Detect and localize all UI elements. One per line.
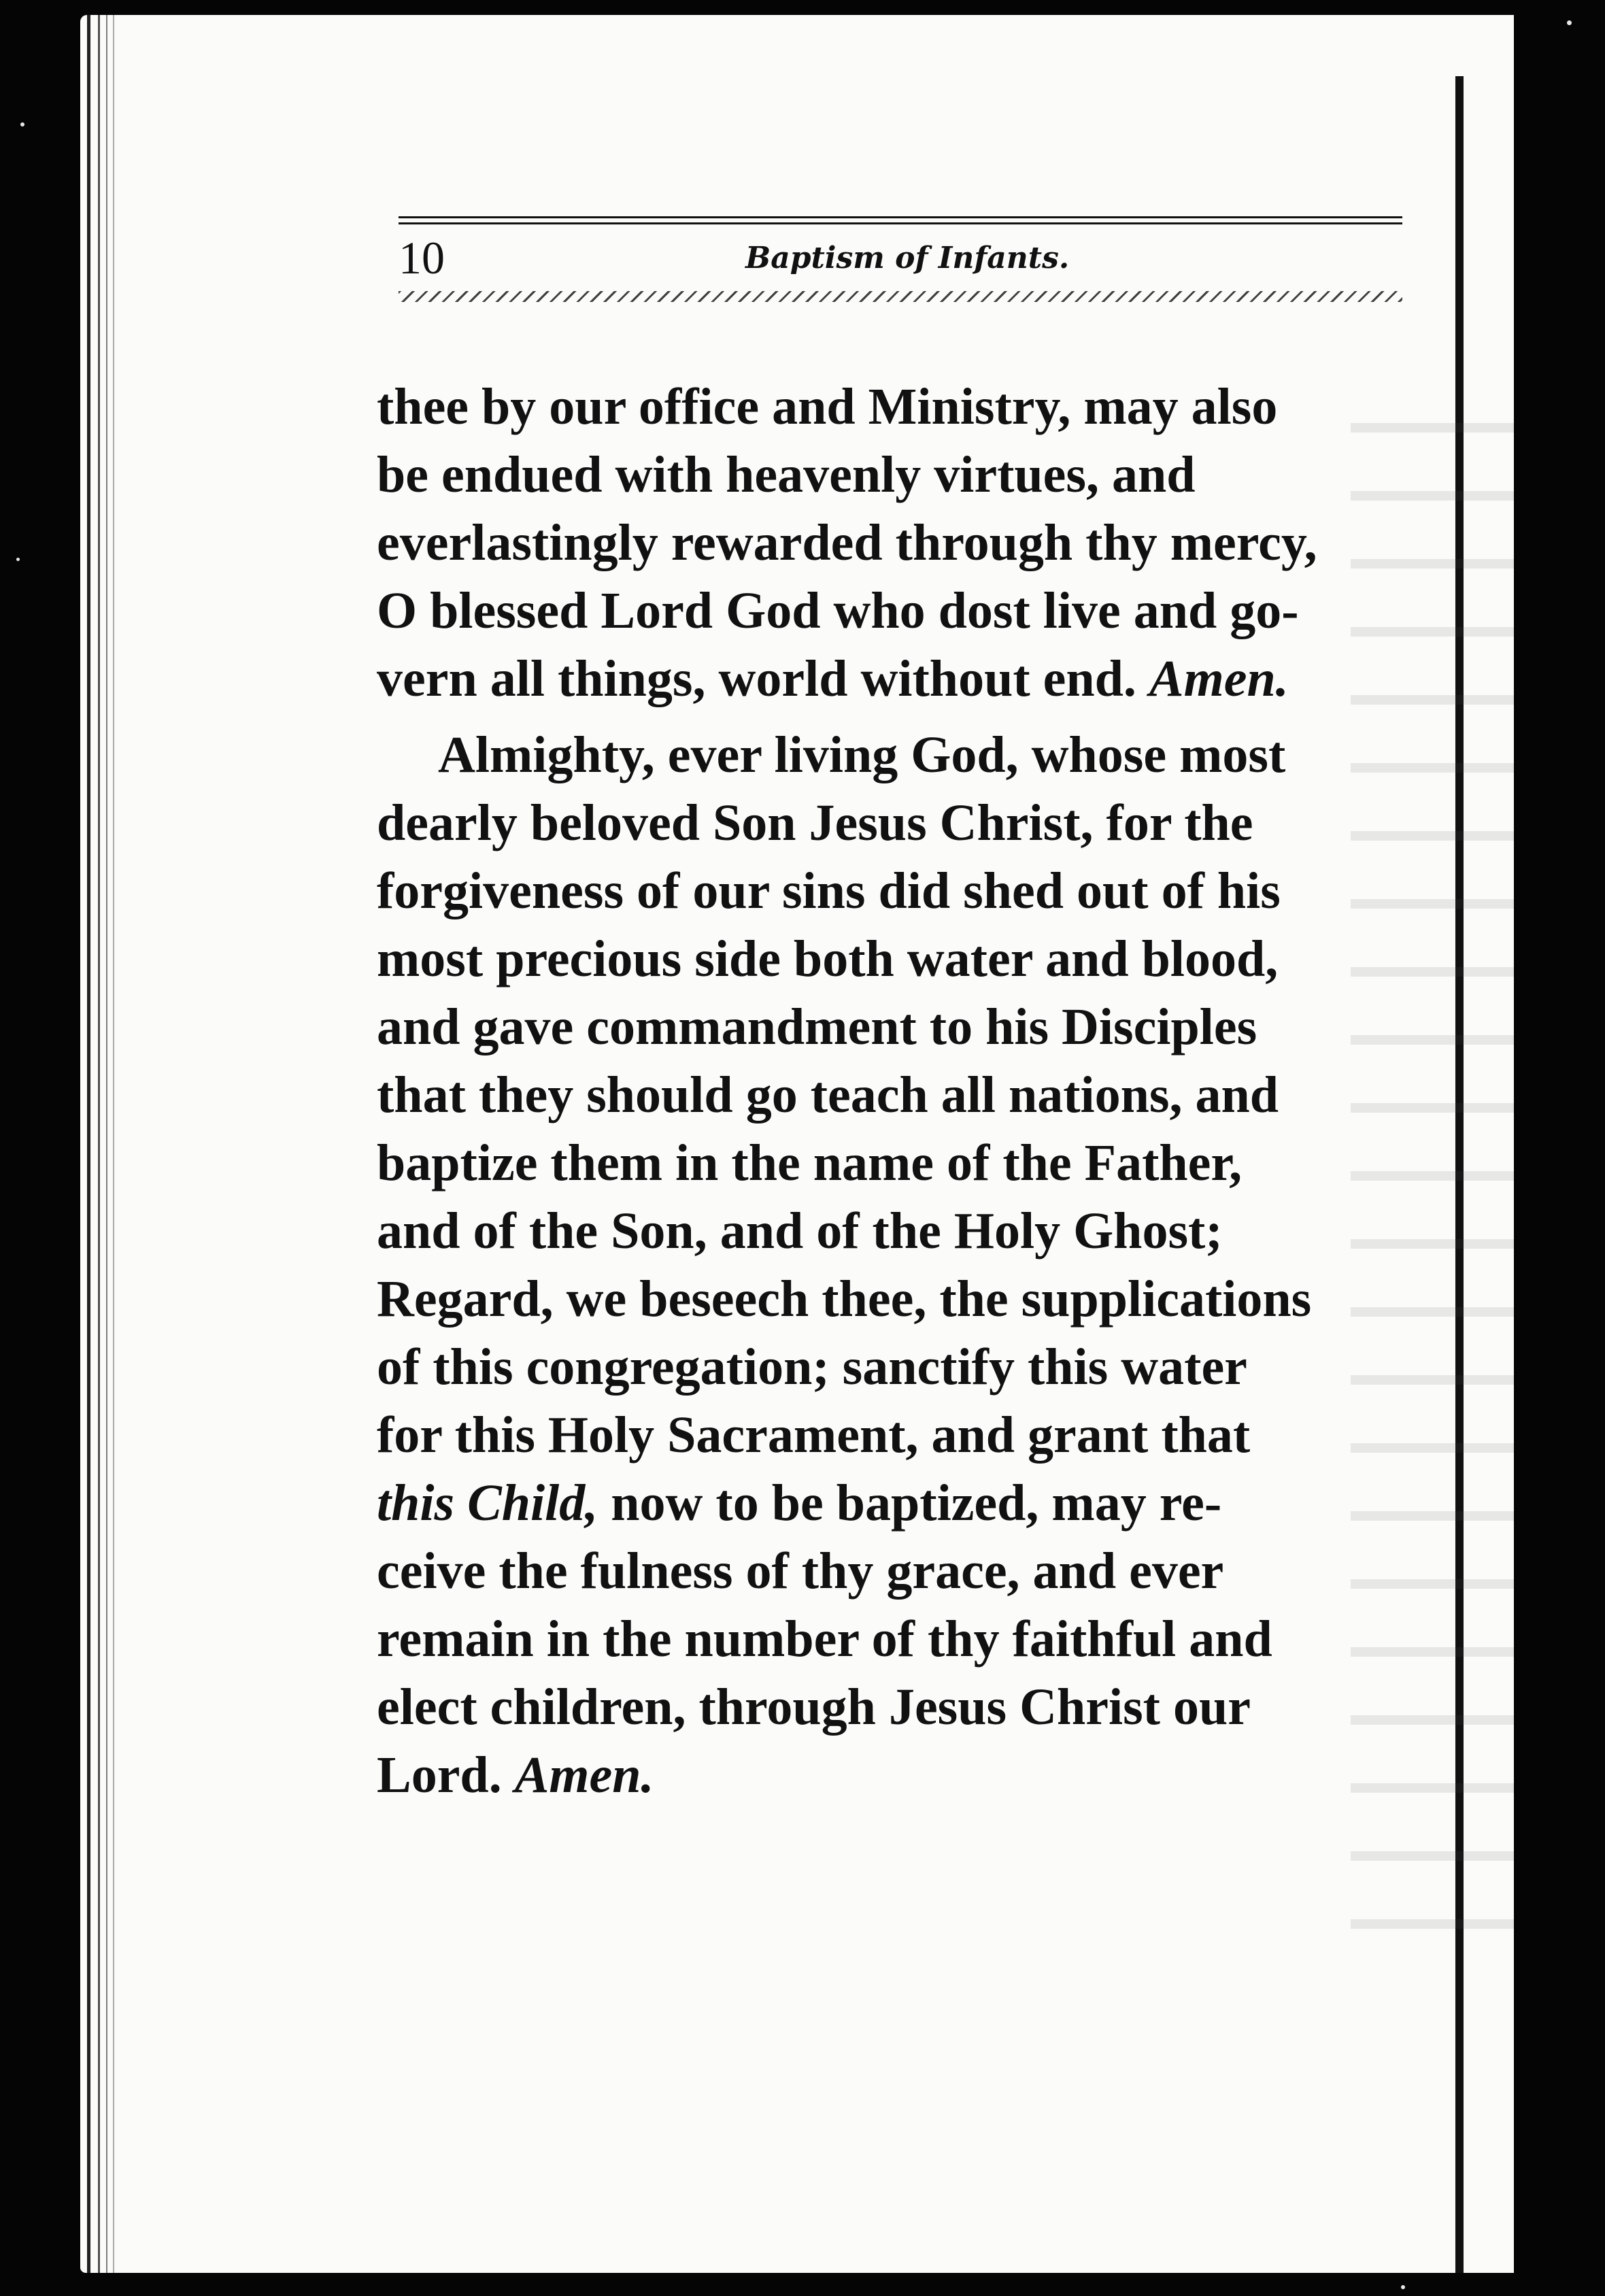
page-edge-line: [113, 15, 114, 2273]
amen: Amen.: [514, 1746, 654, 1804]
text-line: remain in the number of thy faithful and: [377, 1610, 1272, 1668]
paragraph-2: [377, 721, 1404, 1809]
text-line: O blessed Lord God who dost live and go-: [377, 582, 1299, 639]
amen: Amen.: [1149, 650, 1289, 707]
header-line: [399, 224, 1402, 288]
scan-speck: [1567, 20, 1572, 25]
text-line: dearly beloved Son Jesus Christ, for the: [377, 794, 1253, 851]
text-line: Lord. Amen.: [377, 1746, 654, 1804]
wavy-rule: [399, 291, 1402, 302]
scan-speck: [20, 122, 24, 126]
this-child: this Child,: [377, 1474, 598, 1532]
scan-speck: [16, 558, 20, 561]
text-line: forgiveness of our sins did shed out of his: [377, 862, 1281, 919]
header-rule: [399, 216, 1402, 224]
page-number: 10: [399, 232, 445, 284]
running-head: [399, 216, 1402, 302]
page-body: [377, 373, 1404, 1809]
paragraph-1: [377, 373, 1404, 713]
text-line: and gave commandment to his Disciples: [377, 998, 1257, 1056]
page-edge-line: [87, 15, 90, 2273]
page-edge-line: [106, 15, 107, 2273]
page-edge-line: [98, 15, 100, 2273]
text-line: this Child, now to be baptized, may re-: [377, 1474, 1222, 1532]
text-line: be endued with heavenly virtues, and: [377, 446, 1196, 503]
scan-speck: [1401, 2285, 1405, 2289]
text-line: and of the Son, and of the Holy Ghost;: [377, 1202, 1223, 1260]
text-line: Almighty, ever living God, whose most: [438, 726, 1286, 783]
text-line: of this congregation; sanctify this water: [377, 1338, 1247, 1396]
text-line: everlastingly rewarded through thy mercy,: [377, 514, 1317, 571]
text-line: vern all things, world without end. Amen.: [377, 650, 1289, 707]
running-title: Baptism of Infants.: [745, 241, 1070, 275]
text-line: for this Holy Sacrament, and grant that: [377, 1406, 1251, 1464]
text-line: most precious side both water and blood,: [377, 930, 1279, 987]
text-line: thee by our office and Ministry, may also: [377, 378, 1278, 435]
text-line: Regard, we beseech thee, the supplications: [377, 1270, 1312, 1328]
text-line: that they should go teach all nations, and: [377, 1066, 1279, 1124]
text-line: baptize them in the name of the Father,: [377, 1134, 1243, 1192]
text-line: elect children, through Jesus Christ our: [377, 1678, 1251, 1736]
text-line: ceive the fulness of thy grace, and ever: [377, 1542, 1224, 1600]
